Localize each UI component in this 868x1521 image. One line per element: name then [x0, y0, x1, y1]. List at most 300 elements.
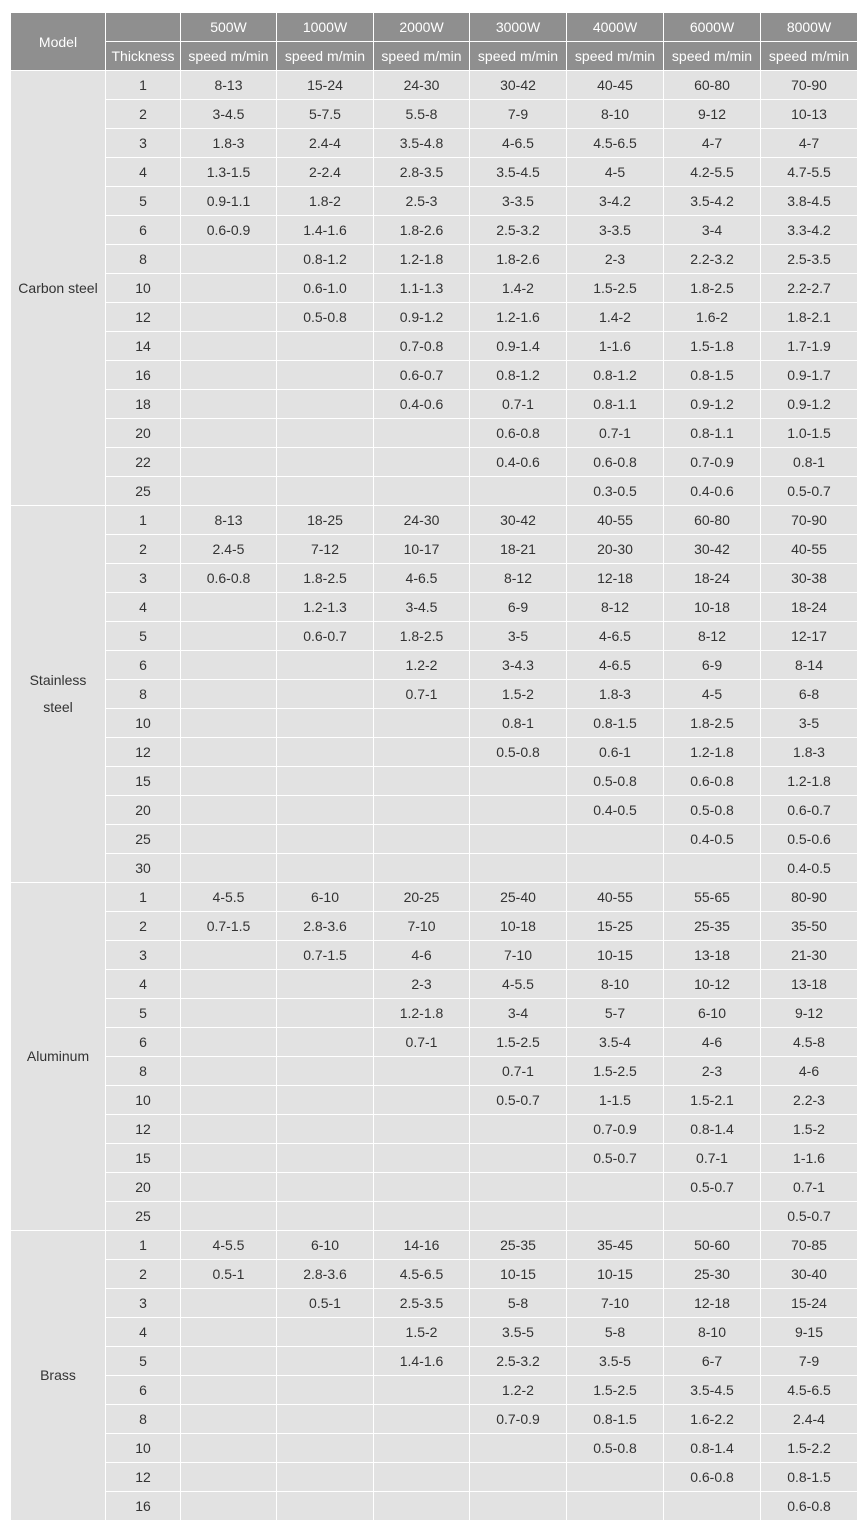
speed-cell: 0.6-0.8 — [181, 564, 277, 593]
speed-cell — [374, 1173, 470, 1202]
speed-cell — [277, 1376, 374, 1405]
speed-cell: 0.8-1.2 — [277, 245, 374, 274]
speed-cell: 2.2-2.7 — [761, 274, 858, 303]
table-row — [11, 419, 858, 448]
speed-cell — [277, 796, 374, 825]
speed-cell — [470, 1202, 567, 1231]
speed-cell: 3-5 — [761, 709, 858, 738]
speed-cell — [181, 709, 277, 738]
material-name: steel — [43, 699, 73, 715]
speed-cell: 1.8-2.5 — [277, 564, 374, 593]
table-row — [11, 1086, 858, 1115]
table-row — [11, 100, 858, 129]
speed-cell: 0.7-1.5 — [277, 941, 374, 970]
table-row — [11, 274, 858, 303]
model-header: Model — [11, 13, 106, 71]
speed-cell: 21-30 — [761, 941, 858, 970]
thickness-cell: 5 — [106, 999, 181, 1028]
table-row — [11, 1463, 858, 1492]
speed-cell — [664, 1492, 761, 1521]
speed-cell: 0.9-1.2 — [374, 303, 470, 332]
speed-cell: 4-6.5 — [567, 651, 664, 680]
speed-cell: 2.5-3.5 — [374, 1289, 470, 1318]
speed-cell — [277, 680, 374, 709]
speed-cell: 8-10 — [567, 970, 664, 999]
speed-cell — [374, 1376, 470, 1405]
speed-cell: 3-4.2 — [567, 187, 664, 216]
speed-cell: 0.6-0.7 — [277, 622, 374, 651]
speed-cell: 0.7-1 — [374, 680, 470, 709]
speed-cell — [470, 767, 567, 796]
speed-cell — [277, 767, 374, 796]
speed-cell: 8-10 — [664, 1318, 761, 1347]
speed-cell: 3-3.5 — [567, 216, 664, 245]
speed-cell: 15-24 — [277, 71, 374, 100]
speed-cell: 1.2-1.8 — [664, 738, 761, 767]
speed-cell: 2.5-3.5 — [761, 245, 858, 274]
table-row — [11, 1347, 858, 1376]
speed-cell — [181, 1086, 277, 1115]
speed-cell: 3-4.3 — [470, 651, 567, 680]
power-header: 500W — [181, 13, 277, 42]
speed-cell: 8-10 — [567, 100, 664, 129]
speed-cell: 8-13 — [181, 71, 277, 100]
speed-cell: 1.5-2.1 — [664, 1086, 761, 1115]
speed-cell: 4-6 — [664, 1028, 761, 1057]
speed-cell — [181, 390, 277, 419]
speed-cell: 0.8-1.2 — [470, 361, 567, 390]
speed-cell — [277, 1057, 374, 1086]
speed-cell: 1-1.5 — [567, 1086, 664, 1115]
speed-cell: 3.5-4.2 — [664, 187, 761, 216]
table-row — [11, 477, 858, 506]
speed-cell: 0.5-0.7 — [761, 1202, 858, 1231]
table-row — [11, 564, 858, 593]
speed-cell: 3-3.5 — [470, 187, 567, 216]
speed-cell: 0.6-1 — [567, 738, 664, 767]
speed-cell: 5-8 — [567, 1318, 664, 1347]
speed-cell — [277, 448, 374, 477]
header-spacer — [106, 13, 181, 42]
speed-cell: 1.5-2.2 — [761, 1434, 858, 1463]
material-name-cell — [11, 506, 106, 883]
header-row-units — [11, 42, 858, 71]
speed-cell: 4-5 — [567, 158, 664, 187]
table-row — [11, 854, 858, 883]
speed-cell — [374, 477, 470, 506]
speed-cell: 4-5.5 — [470, 970, 567, 999]
table-row — [11, 883, 858, 912]
table-row — [11, 1318, 858, 1347]
speed-cell: 8-12 — [470, 564, 567, 593]
speed-cell: 60-80 — [664, 506, 761, 535]
speed-cell: 3-4 — [470, 999, 567, 1028]
speed-cell: 2-3 — [664, 1057, 761, 1086]
thickness-cell: 25 — [106, 1202, 181, 1231]
speed-cell: 3-4.5 — [181, 100, 277, 129]
speed-cell: 7-10 — [470, 941, 567, 970]
speed-cell: 25-35 — [470, 1231, 567, 1260]
speed-cell — [181, 419, 277, 448]
speed-cell: 40-55 — [567, 506, 664, 535]
thickness-cell: 25 — [106, 825, 181, 854]
speed-cell: 2.8-3.5 — [374, 158, 470, 187]
table-row — [11, 796, 858, 825]
speed-cell: 0.7-1 — [664, 1144, 761, 1173]
speed-cell — [181, 1115, 277, 1144]
thickness-cell: 12 — [106, 1115, 181, 1144]
speed-cell: 18-24 — [664, 564, 761, 593]
speed-cell: 0.4-0.5 — [761, 854, 858, 883]
speed-cell: 6-7 — [664, 1347, 761, 1376]
speed-cell — [181, 970, 277, 999]
speed-cell: 1.7-1.9 — [761, 332, 858, 361]
speed-cell — [277, 1202, 374, 1231]
speed-cell — [181, 1434, 277, 1463]
table-row — [11, 999, 858, 1028]
speed-cell: 30-40 — [761, 1260, 858, 1289]
speed-cell: 0.7-1 — [374, 1028, 470, 1057]
thickness-cell: 6 — [106, 651, 181, 680]
table-row — [11, 303, 858, 332]
speed-cell: 1.6-2.2 — [664, 1405, 761, 1434]
speed-cell — [470, 1492, 567, 1521]
speed-cell: 30-42 — [470, 506, 567, 535]
speed-cell: 0.6-0.8 — [567, 448, 664, 477]
speed-cell: 12-18 — [567, 564, 664, 593]
speed-cell — [470, 796, 567, 825]
speed-cell — [374, 1463, 470, 1492]
speed-cell: 0.7-1 — [470, 1057, 567, 1086]
thickness-cell: 8 — [106, 1405, 181, 1434]
table-row — [11, 1202, 858, 1231]
thickness-cell: 8 — [106, 245, 181, 274]
speed-cell: 0.4-0.5 — [664, 825, 761, 854]
table-row — [11, 1492, 858, 1521]
speed-cell: 0.5-0.8 — [567, 767, 664, 796]
thickness-cell: 1 — [106, 1231, 181, 1260]
table-row — [11, 187, 858, 216]
speed-cell: 0.5-0.7 — [761, 477, 858, 506]
speed-cell — [181, 1492, 277, 1521]
speed-cell: 1.8-2.5 — [664, 274, 761, 303]
speed-cell — [277, 999, 374, 1028]
speed-cell — [181, 680, 277, 709]
speed-cell: 55-65 — [664, 883, 761, 912]
speed-cell: 70-90 — [761, 71, 858, 100]
speed-cell: 3.3-4.2 — [761, 216, 858, 245]
power-header: 3000W — [470, 13, 567, 42]
speed-cell — [374, 738, 470, 767]
speed-cell: 2.2-3 — [761, 1086, 858, 1115]
speed-cell: 6-10 — [277, 883, 374, 912]
speed-cell: 30-42 — [470, 71, 567, 100]
speed-cell — [277, 477, 374, 506]
speed-cell: 5-8 — [470, 1289, 567, 1318]
speed-cell: 2.4-4 — [277, 129, 374, 158]
speed-cell: 7-10 — [374, 912, 470, 941]
thickness-cell: 12 — [106, 738, 181, 767]
material-name: Stainless — [29, 672, 87, 688]
speed-cell — [374, 767, 470, 796]
speed-cell: 1.2-2 — [374, 651, 470, 680]
speed-cell: 35-45 — [567, 1231, 664, 1260]
speed-cell — [374, 448, 470, 477]
speed-cell: 1.2-1.8 — [374, 999, 470, 1028]
thickness-cell: 25 — [106, 477, 181, 506]
speed-cell: 1.1-1.3 — [374, 274, 470, 303]
speed-cell: 2-3 — [374, 970, 470, 999]
speed-cell: 0.7-1 — [470, 390, 567, 419]
speed-cell: 8-14 — [761, 651, 858, 680]
speed-cell — [374, 1115, 470, 1144]
speed-cell — [470, 477, 567, 506]
speed-cell — [374, 1434, 470, 1463]
speed-cell: 20-30 — [567, 535, 664, 564]
speed-cell — [470, 1144, 567, 1173]
table-row — [11, 1115, 858, 1144]
speed-cell: 0.6-0.8 — [470, 419, 567, 448]
speed-cell: 3.5-4.8 — [374, 129, 470, 158]
speed-cell: 0.8-1.2 — [567, 361, 664, 390]
thickness-cell: 12 — [106, 1463, 181, 1492]
speed-cell — [277, 1463, 374, 1492]
speed-cell: 3.5-4.5 — [470, 158, 567, 187]
speed-cell: 0.6-0.9 — [181, 216, 277, 245]
speed-cell: 0.6-0.8 — [664, 767, 761, 796]
table-row — [11, 941, 858, 970]
speed-cell: 1.6-2 — [664, 303, 761, 332]
table-row — [11, 622, 858, 651]
speed-cell: 1.4-2 — [567, 303, 664, 332]
speed-cell — [181, 738, 277, 767]
speed-cell: 0.6-0.7 — [374, 361, 470, 390]
speed-cell: 2.5-3.2 — [470, 216, 567, 245]
speed-cell: 4-6 — [761, 1057, 858, 1086]
speed-cell: 0.8-1 — [761, 448, 858, 477]
speed-cell: 6-10 — [277, 1231, 374, 1260]
power-header: 1000W — [277, 13, 374, 42]
speed-cell — [470, 825, 567, 854]
speed-cell: 0.8-1.5 — [567, 709, 664, 738]
header-row-powers — [11, 13, 858, 42]
speed-cell — [567, 1492, 664, 1521]
speed-cell: 1.5-2 — [470, 680, 567, 709]
speed-cell — [470, 1434, 567, 1463]
thickness-cell: 3 — [106, 941, 181, 970]
speed-cell — [181, 1347, 277, 1376]
thickness-cell: 3 — [106, 1289, 181, 1318]
speed-cell: 0.9-1.2 — [761, 390, 858, 419]
material-name: Brass — [40, 1367, 76, 1383]
speed-cell: 1.2-1.3 — [277, 593, 374, 622]
table-row — [11, 1231, 858, 1260]
speed-cell: 0.4-0.5 — [567, 796, 664, 825]
speed-cell: 7-10 — [567, 1289, 664, 1318]
speed-cell: 10-17 — [374, 535, 470, 564]
speed-cell: 1.8-2.5 — [664, 709, 761, 738]
speed-cell: 1.8-3 — [761, 738, 858, 767]
speed-cell: 70-85 — [761, 1231, 858, 1260]
table-row — [11, 593, 858, 622]
speed-cell: 4.5-6.5 — [374, 1260, 470, 1289]
speed-cell: 0.4-0.6 — [374, 390, 470, 419]
speed-cell: 80-90 — [761, 883, 858, 912]
thickness-cell: 15 — [106, 767, 181, 796]
speed-cell: 4-7 — [664, 129, 761, 158]
thickness-cell: 2 — [106, 912, 181, 941]
speed-cell: 0.8-1.5 — [664, 361, 761, 390]
material-name-cell — [11, 883, 106, 1231]
unit-header: speed m/min — [567, 42, 664, 71]
table-row — [11, 71, 858, 100]
speed-cell: 15-25 — [567, 912, 664, 941]
speed-cell: 1.5-1.8 — [664, 332, 761, 361]
unit-header: speed m/min — [470, 42, 567, 71]
speed-cell: 0.9-1.7 — [761, 361, 858, 390]
table-row — [11, 651, 858, 680]
speed-cell — [181, 1463, 277, 1492]
speed-cell — [181, 332, 277, 361]
speed-cell: 18-24 — [761, 593, 858, 622]
speed-cell: 1.8-2.6 — [470, 245, 567, 274]
speed-cell: 0.4-0.6 — [470, 448, 567, 477]
thickness-cell: 30 — [106, 854, 181, 883]
material-name: Carbon steel — [18, 279, 98, 296]
thickness-cell: 1 — [106, 883, 181, 912]
speed-cell: 10-18 — [470, 912, 567, 941]
speed-cell: 1-1.6 — [567, 332, 664, 361]
thickness-cell: 20 — [106, 796, 181, 825]
speed-cell: 1.8-3 — [567, 680, 664, 709]
unit-header: speed m/min — [181, 42, 277, 71]
speed-cell — [567, 825, 664, 854]
thickness-cell: 6 — [106, 1028, 181, 1057]
cutting-speed-table — [10, 12, 858, 1521]
power-header: 6000W — [664, 13, 761, 42]
speed-cell: 7-9 — [761, 1347, 858, 1376]
speed-cell: 0.7-0.9 — [470, 1405, 567, 1434]
speed-cell — [277, 1434, 374, 1463]
thickness-cell: 3 — [106, 129, 181, 158]
speed-cell: 2.5-3.2 — [470, 1347, 567, 1376]
table-row — [11, 361, 858, 390]
speed-cell: 1.8-3 — [181, 129, 277, 158]
speed-cell: 4-6.5 — [470, 129, 567, 158]
speed-cell: 10-13 — [761, 100, 858, 129]
speed-cell — [181, 1376, 277, 1405]
speed-cell — [181, 767, 277, 796]
table-row — [11, 216, 858, 245]
speed-cell: 3.5-4 — [567, 1028, 664, 1057]
speed-cell: 1-1.6 — [761, 1144, 858, 1173]
speed-cell: 24-30 — [374, 506, 470, 535]
thickness-cell: 5 — [106, 622, 181, 651]
table-row — [11, 912, 858, 941]
speed-cell: 0.8-1.1 — [567, 390, 664, 419]
speed-cell — [181, 1028, 277, 1057]
speed-cell: 60-80 — [664, 71, 761, 100]
speed-cell: 13-18 — [664, 941, 761, 970]
material-name-cell — [11, 71, 106, 506]
speed-cell: 8-12 — [664, 622, 761, 651]
table-row — [11, 1405, 858, 1434]
speed-cell — [277, 1405, 374, 1434]
material-name: Aluminum — [26, 1048, 90, 1064]
speed-cell: 10-15 — [567, 941, 664, 970]
speed-cell — [181, 593, 277, 622]
speed-cell: 30-42 — [664, 535, 761, 564]
speed-cell — [181, 274, 277, 303]
speed-cell — [374, 1086, 470, 1115]
speed-cell: 1.2-1.8 — [374, 245, 470, 274]
speed-cell: 5.5-8 — [374, 100, 470, 129]
table-row — [11, 1289, 858, 1318]
thickness-cell: 10 — [106, 1434, 181, 1463]
speed-cell — [277, 1144, 374, 1173]
speed-cell: 40-45 — [567, 71, 664, 100]
speed-cell — [181, 941, 277, 970]
speed-cell — [181, 1057, 277, 1086]
speed-cell: 1.2-2 — [470, 1376, 567, 1405]
speed-cell — [470, 854, 567, 883]
table-row — [11, 506, 858, 535]
speed-cell: 1.5-2.5 — [567, 1376, 664, 1405]
speed-cell: 35-50 — [761, 912, 858, 941]
speed-cell: 2.8-3.6 — [277, 912, 374, 941]
thickness-cell: 2 — [106, 100, 181, 129]
speed-cell — [277, 854, 374, 883]
speed-cell: 0.8-1.4 — [664, 1115, 761, 1144]
table-body — [11, 71, 858, 1521]
speed-cell — [181, 477, 277, 506]
speed-cell: 1.8-2.5 — [374, 622, 470, 651]
speed-cell — [277, 1086, 374, 1115]
speed-cell: 40-55 — [567, 883, 664, 912]
table-row — [11, 1434, 858, 1463]
speed-cell: 9-12 — [761, 999, 858, 1028]
speed-cell — [374, 1144, 470, 1173]
speed-cell — [374, 1202, 470, 1231]
speed-cell: 0.7-1 — [567, 419, 664, 448]
speed-cell: 0.6-0.8 — [761, 1492, 858, 1521]
speed-cell — [567, 854, 664, 883]
speed-cell: 1.5-2.5 — [567, 1057, 664, 1086]
speed-cell: 1.4-1.6 — [374, 1347, 470, 1376]
speed-cell — [470, 1463, 567, 1492]
speed-cell: 0.5-1 — [181, 1260, 277, 1289]
speed-cell: 8-12 — [567, 593, 664, 622]
thickness-cell: 6 — [106, 1376, 181, 1405]
thickness-cell: 8 — [106, 1057, 181, 1086]
speed-cell — [567, 1202, 664, 1231]
speed-cell: 1.5-2 — [761, 1115, 858, 1144]
speed-cell: 1.5-2.5 — [567, 274, 664, 303]
speed-cell — [181, 1202, 277, 1231]
thickness-cell: 16 — [106, 361, 181, 390]
speed-cell: 1.8-2 — [277, 187, 374, 216]
speed-cell: 4-5.5 — [181, 883, 277, 912]
thickness-cell: 16 — [106, 1492, 181, 1521]
speed-cell — [664, 1202, 761, 1231]
speed-cell: 1.2-1.8 — [761, 767, 858, 796]
speed-cell — [277, 1347, 374, 1376]
speed-cell — [374, 1405, 470, 1434]
speed-cell: 70-90 — [761, 506, 858, 535]
speed-cell — [181, 303, 277, 332]
speed-cell: 1.0-1.5 — [761, 419, 858, 448]
speed-cell: 0.7-1.5 — [181, 912, 277, 941]
